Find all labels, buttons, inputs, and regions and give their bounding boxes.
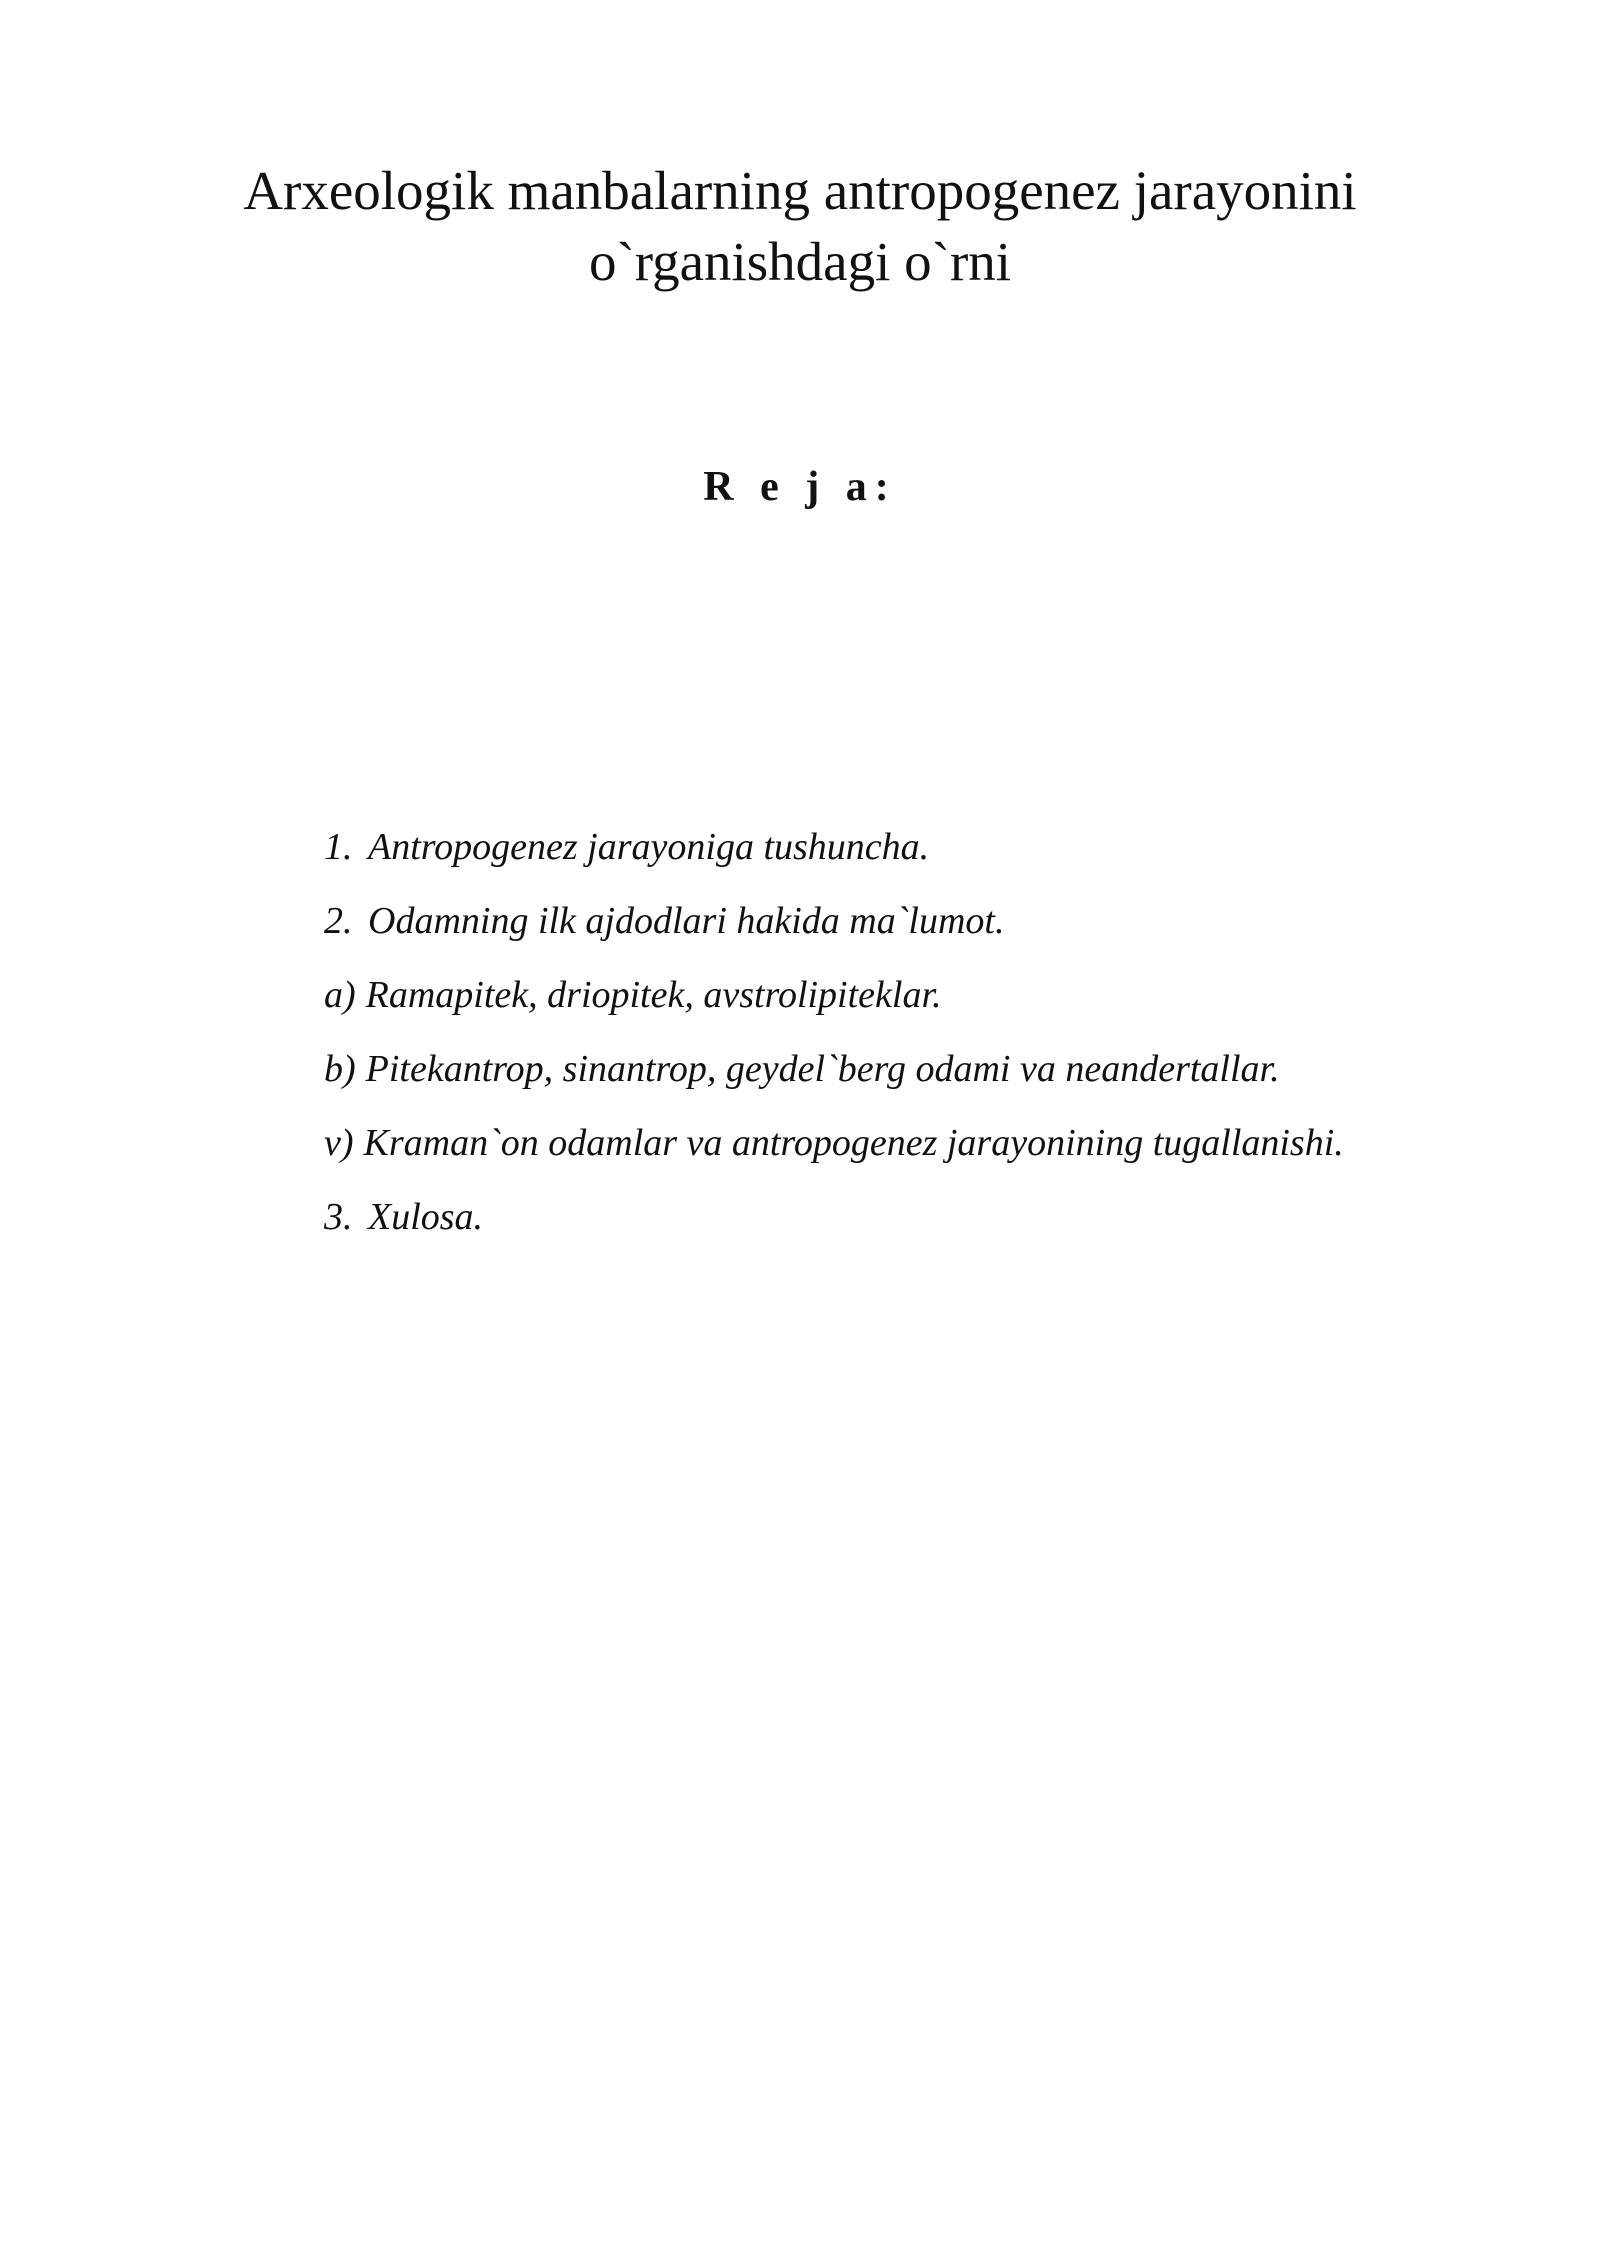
- plan-item-marker: 3.: [324, 1196, 353, 1238]
- plan-item-2: [324, 884, 1524, 958]
- plan-item-2b: [324, 1032, 1524, 1106]
- plan-item-1: [324, 810, 1524, 884]
- plan-item-marker: 2.: [324, 900, 353, 942]
- plan-item-text: Pitekantrop, sinantrop, geydel`berg odami va neandertallar.: [365, 1048, 1280, 1090]
- plan-item-text: Antropogenez jarayoniga tushuncha.: [368, 826, 930, 868]
- plan-item-3: [324, 1180, 1524, 1254]
- plan-item-text: Xulosa.: [368, 1196, 484, 1238]
- plan-heading: R e j a:: [703, 464, 897, 510]
- plan-item-marker: b): [324, 1048, 356, 1090]
- plan-item-marker: 1.: [324, 826, 353, 868]
- plan-list: [324, 810, 1524, 1254]
- plan-item-text: Odamning ilk ajdodlari hakida ma`lumot.: [368, 900, 1005, 942]
- document-title: [0, 155, 1600, 297]
- plan-item-marker: v): [324, 1122, 354, 1164]
- plan-item-marker: a): [324, 974, 356, 1016]
- title-line-2: o`rganishdagi o`rni: [588, 231, 1012, 292]
- plan-item-2a: [324, 958, 1524, 1032]
- plan-item-text: Kraman`on odamlar va antropogenez jarayonining tugallanishi.: [363, 1122, 1344, 1164]
- plan-item-text: Ramapitek, driopitek, avstrolipiteklar.: [365, 974, 942, 1016]
- title-line-1: Arxeologik manbalarning antropogenez jarayonini: [243, 160, 1357, 221]
- plan-item-2v: [324, 1106, 1524, 1180]
